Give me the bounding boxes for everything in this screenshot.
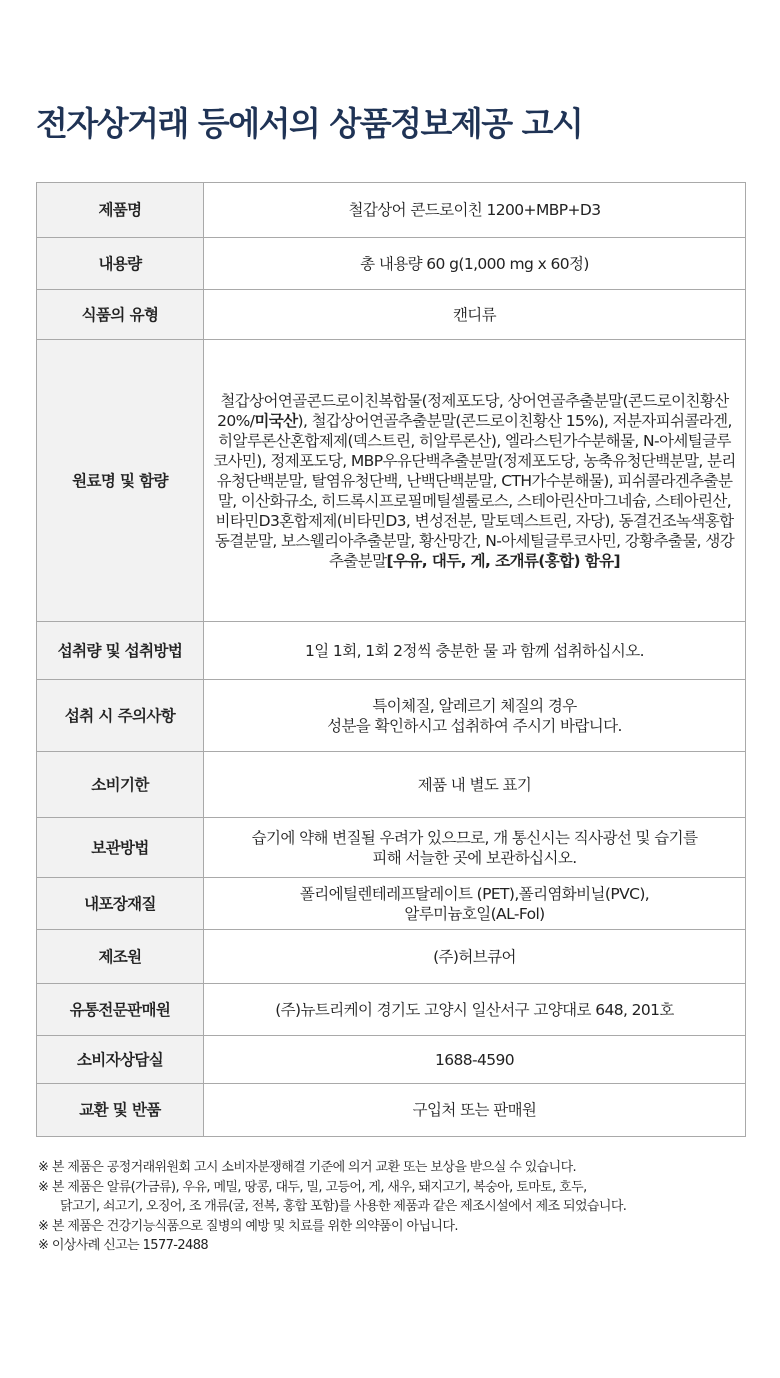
- table-row: [37, 622, 746, 680]
- row-label: 유통전문판매원: [37, 984, 204, 1036]
- row-value: (주)허브큐어: [204, 930, 746, 984]
- table-row: [37, 930, 746, 984]
- row-value: [204, 680, 746, 752]
- row-label: 섭취 시 주의사항: [37, 680, 204, 752]
- footnote: ※ 본 제품은 알류(가금류), 우유, 메밀, 땅콩, 대두, 밀, 고등어, 게, 새우, 돼지고기, 복숭아, 토마토, 호두,: [38, 1179, 587, 1195]
- row-value: 총 내용량 60 g(1,000 mg x 60정): [204, 238, 746, 290]
- value-line: 알루미늄호일(AL-Fol): [404, 904, 545, 923]
- table-row: [37, 818, 746, 878]
- row-label: 원료명 및 함량: [37, 340, 204, 622]
- value-line: 폴리에틸렌테레프탈레이트 (PET),폴리염화비닐(PVC),: [299, 884, 650, 903]
- row-value: [204, 878, 746, 930]
- footnote: ※ 본 제품은 공정거래위원회 고시 소비자분쟁해결 기준에 의거 교환 또는 보상을 받으실 수 있습니다.: [38, 1160, 577, 1175]
- row-label: 내포장재질: [37, 878, 204, 930]
- table-row: [37, 984, 746, 1036]
- footnote: ※ 본 제품은 건강기능식품으로 질병의 예방 및 치료를 위한 의약품이 아닙니다.: [38, 1218, 458, 1234]
- value-line: 습기에 약해 변질될 우려가 있으므로, 개 통신시는 직사광선 및 습기를: [251, 828, 698, 847]
- notice-footnotes: [38, 1158, 753, 1256]
- table-row: [37, 290, 746, 340]
- table-row: [37, 1036, 746, 1084]
- row-value: (주)뉴트리케이 경기도 고양시 일산서구 고양대로 648, 201호: [204, 984, 746, 1036]
- row-value: 캔디류: [204, 290, 746, 340]
- table-row: [37, 1084, 746, 1137]
- row-value: [204, 818, 746, 878]
- ingredients-text: 철갑상어연골콘드로이친복합물(정제포도당, 상어연골추출분말(콘드로이친황산 20%/: [217, 391, 729, 430]
- ingredients-text-cont: ), 철갑상어연골추출분말(콘드로이친황산 15%), 저분자피쉬콜라겐, 히알루론산혼합제제(덱스트린, 히알루론산), 엘라스틴가수분해물, N-아세틸글루코사민), 정제포도당, MBP우유단백추출분말(정제포도당, 농축유청단백분말, 분리유청단백분말, 탈염유청단백, 난백단백분말, CTH가수분해물), 피쉬콜라겐추출분말, 이산화규소, 히드록시프로필메틸셀룰로스, 스테아린산마그네슘, 스테아린산, 비타민D3혼합제제(비타민D3, 변성전분, 말토덱스트린, 자당), 동결건조녹색홍합동결분말, 보스웰리아추출분말, 황산망간, N-아세틸글루코사민, 강황추출물, 생강추출분말: [213, 411, 736, 570]
- row-value: 1688-4590: [204, 1036, 746, 1084]
- row-value: 철갑상어 콘드로이친 1200+MBP+D3: [204, 183, 746, 238]
- row-label: 제조원: [37, 930, 204, 984]
- table-row: [37, 340, 746, 622]
- table-row: [37, 878, 746, 930]
- page-title: 전자상거래 등에서의 상품정보제공 고시: [36, 104, 583, 143]
- table-row: [37, 752, 746, 818]
- value-line: 특이체질, 알레르기 체질의 경우: [372, 696, 577, 715]
- row-label: 보관방법: [37, 818, 204, 878]
- row-label: 소비자상담실: [37, 1036, 204, 1084]
- row-label: 식품의 유형: [37, 290, 204, 340]
- row-label: 제품명: [37, 183, 204, 238]
- table-row: [37, 183, 746, 238]
- row-label: 소비기한: [37, 752, 204, 818]
- origin-label: 미국산: [254, 411, 298, 430]
- row-value: 제품 내 별도 표기: [204, 752, 746, 818]
- table-row: [37, 680, 746, 752]
- row-value: 구입처 또는 판매원: [204, 1084, 746, 1137]
- row-label: 섭취량 및 섭취방법: [37, 622, 204, 680]
- allergen-note: [우유, 대두, 게, 조개류(홍합) 함유]: [386, 551, 620, 570]
- table-row: [37, 238, 746, 290]
- footnote: ※ 이상사례 신고는 1577-2488: [38, 1238, 209, 1253]
- value-line: 피해 서늘한 곳에 보관하십시오.: [372, 848, 577, 867]
- value-line: 성분을 확인하시고 섭취하여 주시기 바랍니다.: [327, 716, 622, 735]
- product-info-table: [36, 182, 746, 1137]
- row-label: 교환 및 반품: [37, 1084, 204, 1137]
- row-value: 1일 1회, 1회 2정씩 충분한 물 과 함께 섭취하십시오.: [204, 622, 746, 680]
- ingredients-value: [204, 340, 746, 622]
- row-label: 내용량: [37, 238, 204, 290]
- footnote-continuation: 닭고기, 쇠고기, 오징어, 조 개류(굴, 전복, 홍합 포함)를 사용한 제품과 같은 제조시설에서 제조 되었습니다.: [60, 1199, 627, 1214]
